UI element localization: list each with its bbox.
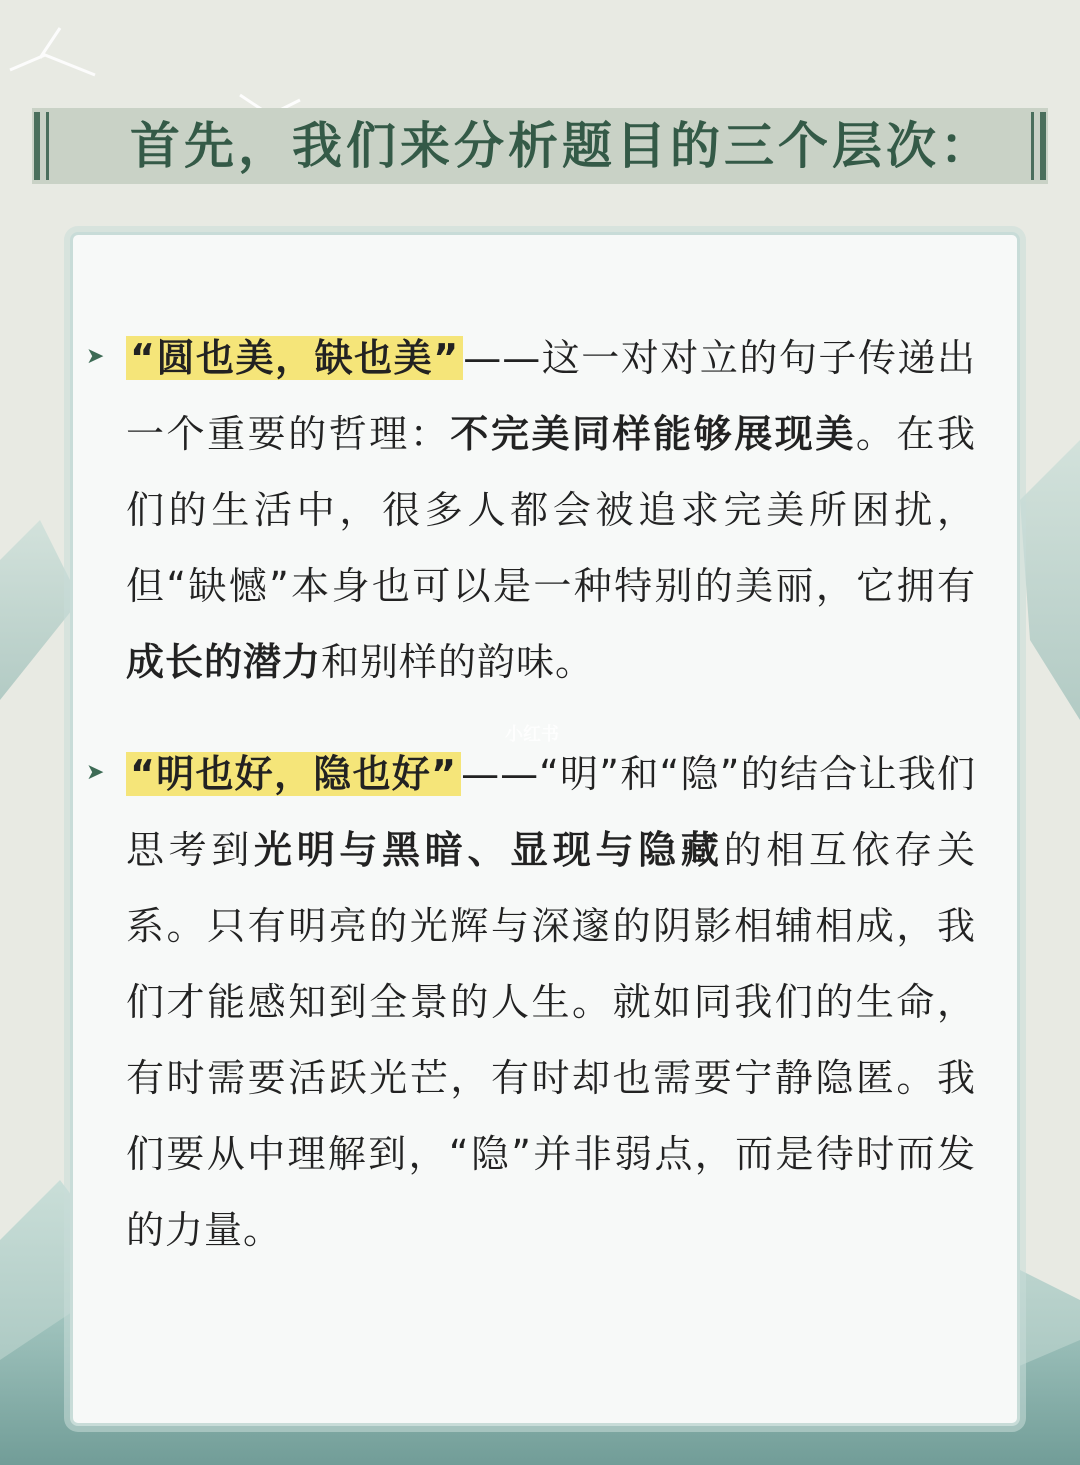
arrow-right-icon: ➤ xyxy=(86,760,105,785)
paragraph-1-bold-b: 成长的潜力 xyxy=(126,640,322,684)
title-left-border xyxy=(34,112,40,180)
paragraph-1-text-a: ——这一对对立的句子传递出一个重要的哲理： xyxy=(126,336,976,456)
highlight-quote-2: “明也好，隐也好” xyxy=(126,752,461,796)
paragraph-1-bold-a: 不完美同样能够展现美 xyxy=(450,412,856,456)
title-banner xyxy=(32,108,1048,184)
paragraph-1-text-b: 。在我们的生活中，很多人都会被追求完美所困扰，但“缺憾”本身也可以是一种特别的美丽，它拥有 xyxy=(126,412,976,608)
paragraph-2 xyxy=(126,736,976,1268)
page-title: 首先，我们来分析题目的三个层次： xyxy=(130,117,994,175)
paragraph-2-text-a: ——“明”和“隐”的结合让我们思考到 xyxy=(126,752,977,872)
paragraph-1-text-c: 和别样的韵味。 xyxy=(321,640,595,684)
paragraph-2-bold-a: 光明与黑暗、显现与隐藏 xyxy=(254,828,724,872)
paragraph-2-text-b: 的相互依存关系。只有明亮的光辉与深邃的阴影相辅相成，我们才能感知到全景的人生。就如同我们的生命，有时需要活跃光芒，有时却也需要宁静隐匿。我们要从中理解到，“隐”并非弱点，而是待时而发的力量。 xyxy=(126,828,976,1252)
watermark: 小红书 xyxy=(505,724,559,745)
highlight-quote-1: “圆也美，缺也美” xyxy=(126,336,463,380)
title-left-border-thin xyxy=(46,112,49,180)
arrow-right-icon: ➤ xyxy=(86,344,105,369)
title-right-border-thin xyxy=(1031,112,1034,180)
paragraph-1 xyxy=(126,320,976,700)
title-right-border xyxy=(1040,112,1046,180)
